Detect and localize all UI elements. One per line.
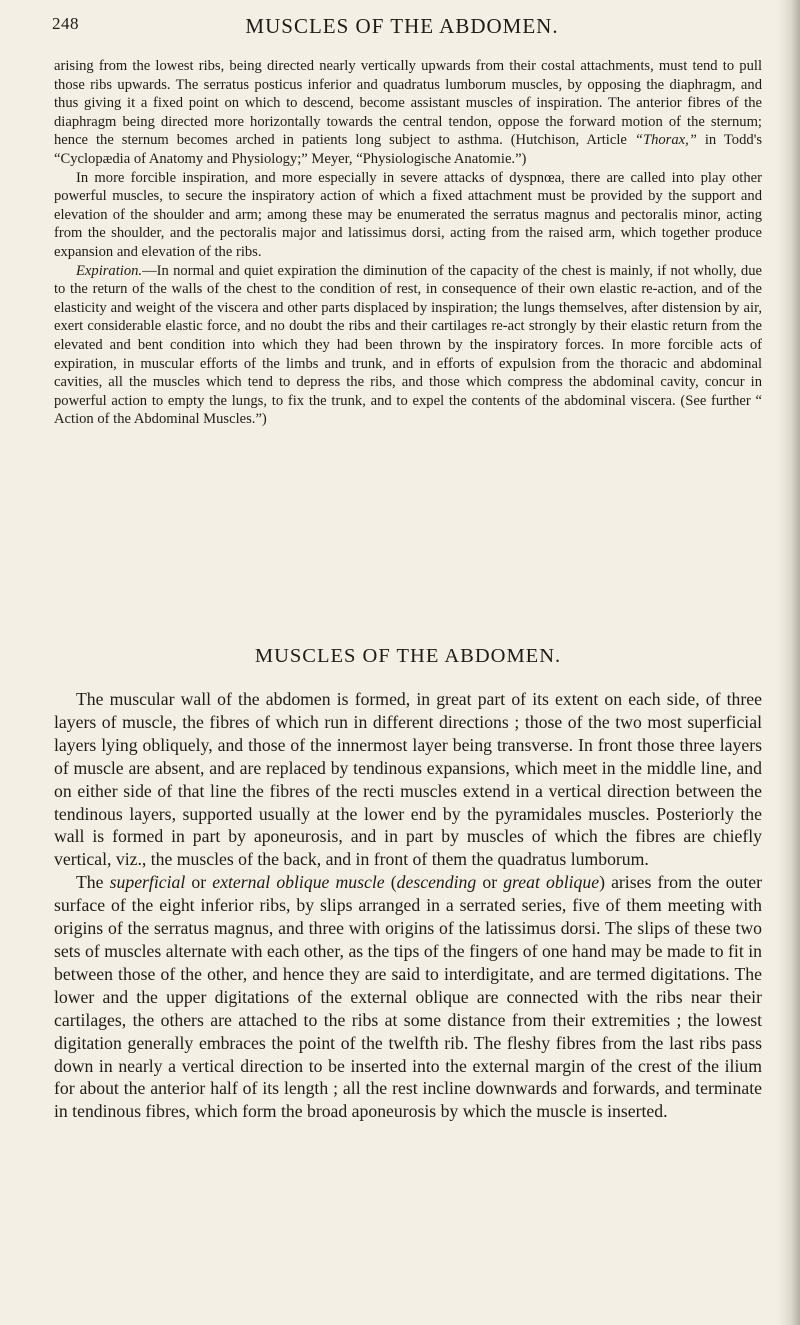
running-title: MUSCLES OF THE ABDOMEN.: [245, 14, 559, 38]
paragraph-text: in Todd's “Cyclopædia of Anatomy and Physiology;” Meyer, “Physiologische Anatomie.”): [54, 132, 762, 167]
paragraph-forcible-inspiration: [54, 169, 762, 262]
italic-article-title: “Thorax,”: [634, 132, 697, 149]
page-edge-shadow: [778, 0, 800, 1325]
paragraph-text: or: [482, 872, 498, 893]
respiration-continuation-text: [54, 57, 762, 429]
paragraph-text: The: [76, 872, 104, 893]
paragraph-text: (: [390, 872, 397, 893]
paragraph-text: —In normal and quiet expiration the diminution of the capacity of the chest is mainly, if not wholly, due to the return of the walls of the chest to the condition of rest, in consequence of their own elastic re-action, and of the elasticity and weight of the viscera and other parts displaced by inspiration; the lungs themselves, after distension by air, exert considerable elastic force, and no doubt the ribs and their cartilages re-act strongly by their elastic return from the elevated and bent condition into which they had been thrown by the inspiratory forces. In more forcible acts of expiration, in muscular efforts of the limbs and trunk, and in efforts of expulsion from the thoracic and abdominal cavities, all the muscles which tend to depress the ribs, and those which compress the abdominal cavity, concur in powerful action to empty the lungs, to fix the trunk, and to expel the contents of the abdominal viscera. (See further “ Action of the Abdominal Muscles.”): [54, 262, 762, 428]
paragraph-text: In more forcible inspiration, and more especially in severe attacks of dyspnœa, there are called into play other powerful muscles, to secure the inspiratory action of which a fixed attachment must be provided by the support and elevation of the shoulder and arm; among these may be enumerated the serratus magnus and pectoralis minor, acting from the shoulder, and the pectoralis major and latissimus dorsi, acting from the raised arm, which together produce expansion and elevation of the ribs.: [54, 169, 762, 260]
paragraph-expiration: [54, 262, 762, 429]
paragraph-continued: [54, 57, 762, 169]
page-number: 248: [52, 14, 79, 33]
italic-term: great oblique: [503, 872, 600, 893]
paragraph-text: or: [191, 872, 207, 893]
paragraph-external-oblique: [54, 871, 762, 1123]
italic-subheading: Expiration.: [76, 262, 143, 279]
paragraph-abdominal-wall: [54, 688, 762, 871]
section-heading: MUSCLES OF THE ABDOMEN.: [254, 645, 562, 667]
italic-term: descending: [396, 872, 477, 893]
italic-term: superficial: [109, 872, 186, 893]
abdomen-section-text: [54, 688, 762, 1123]
italic-term: external oblique muscle: [212, 872, 385, 893]
page-header: [52, 14, 752, 48]
paragraph-text: arising from the lowest ribs, being directed nearly vertically upwards from their costal attachments, must tend to pull those ribs upwards. The serratus posticus inferior and quadratus lumborum muscles, by opposing the diaphragm, and thus giving it a fixed point on which to descend, become assistant muscles of inspiration. The anterior fibres of the diaphragm being directed more horizontally towards the central tendon, oppose the forward motion of the sternum; hence the sternum becomes arched in patients long subject to asthma. (Hutchison, Article: [54, 58, 762, 149]
paragraph-text: ) arises from the outer surface of the eight inferior ribs, by slips arranged in a serrated series, five of them meeting with origins of the serratus magnus, and three with origins of the latissimus dorsi. The slips of these two sets of muscles alternate with each other, as the tips of the fingers of one hand may be made to fit in between those of the other, and hence they are said to interdigitate, and are termed digitations. The lower and the upper digitations of the external oblique are connected with the ribs near their cartilages, the others are attached to the ribs at some distance from their extremities ; the lowest digitation generally embraces the point of the twelfth rib. The fleshy fibres from the last ribs pass down in nearly a vertical direction to be inserted into the external margin of the crest of the ilium for about the anterior half of its length ; all the rest incline downwards and forwards, and terminate in tendinous fibres, which form the broad aponeurosis by which the muscle is inserted.: [54, 872, 763, 1122]
paragraph-text: The muscular wall of the abdomen is formed, in great part of its extent on each side, of three layers of muscle, the fibres of which run in different directions ; those of the two most superficial layers lying obliquely, and those of the innermost layer being transverse. In front those three layers of muscle are absent, and are replaced by tendinous expansions, which meet in the middle line, and on either side of that line the fibres of the recti muscles extend in a vertical direction between the tendinous layers, supported usually at the lower end by the pyramidales muscles. Posteriorly the wall is formed in part by aponeurosis, and in part by muscles of which the fibres are chiefly vertical, viz., the muscles of the back, and in front of them the quadratus lumborum.: [54, 689, 762, 870]
